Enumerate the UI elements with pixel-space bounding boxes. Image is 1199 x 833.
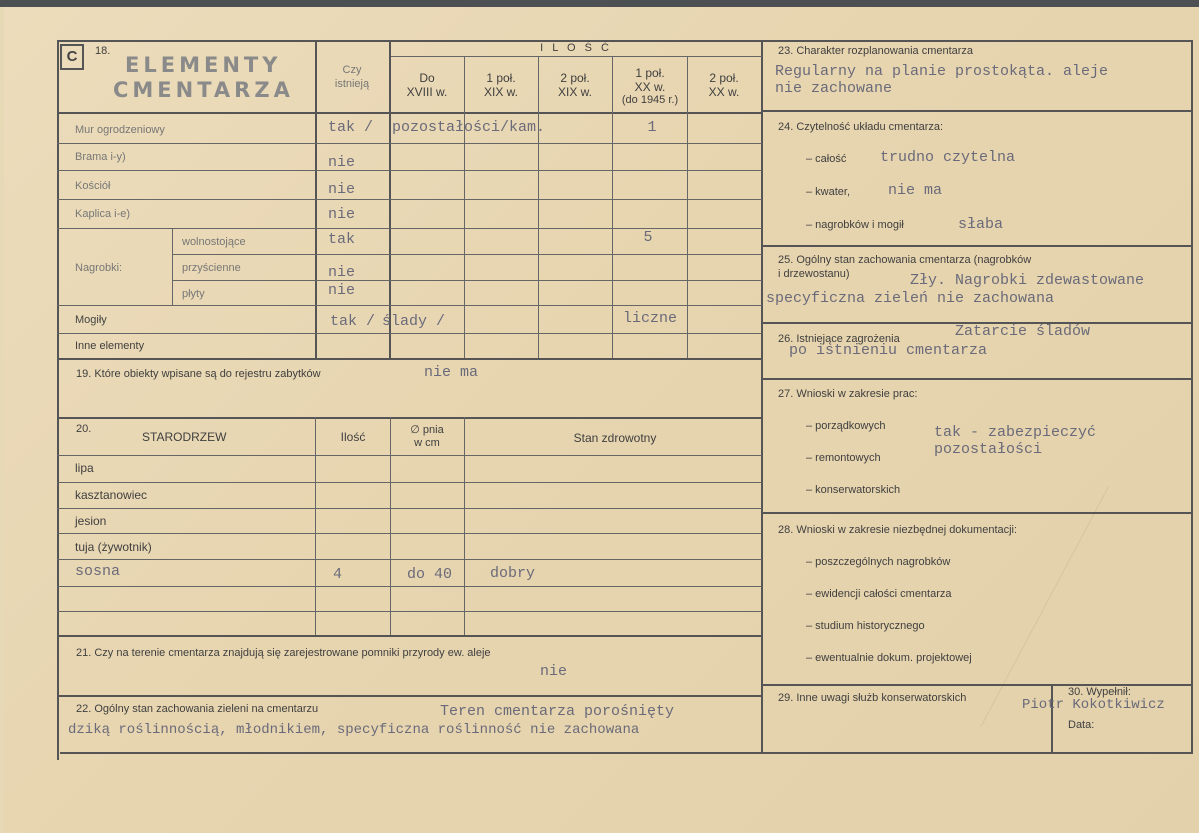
col-2pol-xix-line2: XIX w. <box>557 85 593 99</box>
starodrzew-diam-header-line1: ∅ pnia <box>410 424 444 436</box>
section-24-calosc-label: – całość <box>806 153 847 165</box>
row-wolnostojace-exists: tak <box>328 231 356 248</box>
tree-jesion: jesion <box>75 514 107 528</box>
col-2pol-xix-line1: 2 poł. <box>560 71 590 85</box>
section-26-answer-line2: po istnieniu cmentarza <box>789 342 988 359</box>
col-exists-line2: istnieją <box>334 78 370 90</box>
section-24-kwater-label: – kwater, <box>806 186 851 198</box>
section-30-label: 30. Wypełnił: <box>1068 686 1131 698</box>
section-19-label: 19. Które obiekty wpisane są do rejestru zabytków <box>76 368 321 380</box>
section-18-number: 18. <box>95 45 111 57</box>
row-przyscienne-exists: nie <box>328 264 356 281</box>
row-plyty-exists: nie <box>328 282 356 299</box>
section-22-label: 22. Ogólny stan zachowania zieleni na cmentarzu <box>76 703 319 715</box>
col-1pol-xix-line2: XIX w. <box>483 85 519 99</box>
section-30-name: Piotr Kokotkiwicz <box>1022 697 1165 713</box>
row-nagrobki-label: Nagrobki: <box>75 262 123 274</box>
section-27-konserwatorskich: – konserwatorskich <box>806 484 901 496</box>
row-kaplica-label: Kaplica i-e) <box>75 208 131 220</box>
section-29-label: 29. Inne uwagi służb konserwatorskich <box>778 692 967 704</box>
section-21-answer: nie <box>540 663 568 680</box>
row-brama-label: Brama i-y) <box>75 151 126 163</box>
section-18-title-line1: ELEMENTY <box>125 53 282 77</box>
section-27-remontowych: – remontowych <box>806 452 881 464</box>
section-25-answer-line1: Zły. Nagrobki zdewastowane <box>910 272 1145 289</box>
section-19-answer: nie ma <box>424 364 479 381</box>
row-mogily-exists: tak / <box>330 313 376 330</box>
col-do-xviii-line1: Do <box>419 71 435 85</box>
tree-sosna-diam: do 40 <box>407 566 453 583</box>
col-1pol-xx-line1: 1 poł. <box>635 66 665 80</box>
row-kosciol-label: Kościół <box>75 180 111 192</box>
row-mur-exists: tak / <box>328 119 374 136</box>
row-inne-label: Inne elementy <box>75 340 145 352</box>
section-22-answer-line1: Teren cmentarza porośnięty <box>440 703 675 720</box>
col-1pol-xix-line1: 1 poł. <box>486 71 516 85</box>
section-28-projektowej: – ewentualnie dokum. projektowej <box>806 652 972 664</box>
section-28-label: 28. Wnioski w zakresie niezbędnej dokumentacji: <box>778 524 1018 536</box>
starodrzew-diam-header-line2: w cm <box>414 437 440 449</box>
row-plyty-label: płyty <box>182 288 205 300</box>
section-28-nagrobkow: – poszczególnych nagrobków <box>806 556 951 568</box>
row-mur-label: Mur ogrodzeniowy <box>75 124 165 136</box>
section-18-title-line2: CMENTARZA <box>113 78 294 102</box>
col-2pol-xx-line2: XX w. <box>708 85 740 99</box>
section-20-number: 20. <box>76 423 92 435</box>
section-23-label: 23. Charakter rozplanowania cmentarza <box>778 45 974 57</box>
col-1pol-xx-line3: (do 1945 r.) <box>621 94 679 106</box>
row-kosciol-exists: nie <box>328 181 356 198</box>
tree-sosna-health: dobry <box>490 565 536 582</box>
starodrzew-count-header: Ilość <box>340 430 366 444</box>
row-mogily-xx1: liczne <box>622 310 678 327</box>
row-mur-xx1: 1 <box>647 119 657 136</box>
section-23-answer-line2: nie zachowane <box>775 80 893 97</box>
section-28-studium: – studium historycznego <box>806 620 925 632</box>
tree-kasztanowiec: kasztanowiec <box>75 488 148 502</box>
section-24-label: 24. Czytelność układu cmentarza: <box>778 121 944 133</box>
section-22-answer-line2: dziką roślinnością, młodnikiem, specyficzna roślinność nie zachowana <box>68 722 640 738</box>
tree-tuja: tuja (żywotnik) <box>75 540 152 554</box>
section-27-label: 27. Wnioski w zakresie prac: <box>778 388 918 400</box>
section-28-ewidencji: – ewidencji całości cmentarza <box>806 588 952 600</box>
row-mur-note: pozostałości/kam. <box>392 119 546 136</box>
section-25-label-line2: i drzewostanu) <box>778 268 850 280</box>
row-wolnostojace-xx1: 5 <box>643 229 653 246</box>
section-24-nagrobkow-label: – nagrobków i mogił <box>806 219 904 231</box>
section-25-answer-line2: specyficzna zieleń nie zachowana <box>766 290 1055 307</box>
row-brama-exists: nie <box>328 154 356 171</box>
section-24-nagrobkow-answer: słaba <box>958 216 1004 233</box>
row-mogily-note: ślady / <box>382 313 446 330</box>
form-code-box: C <box>60 44 84 70</box>
section-27-answer-line1: tak - zabezpieczyć <box>934 424 1097 441</box>
ilosc-header: I L O Ś Ć <box>540 42 612 54</box>
section-21-label: 21. Czy na terenie cmentarza znajdują się zarejestrowane pomniki przyrody ew. aleje <box>76 647 491 659</box>
section-30-date-label: Data: <box>1068 719 1095 731</box>
scan-top-edge <box>0 0 1199 7</box>
section-27-porzadkowych: – porządkowych <box>806 420 886 432</box>
row-przyscienne-label: przyścienne <box>182 262 241 274</box>
section-24-calosc-answer: trudno czytelna <box>880 149 1016 166</box>
tree-sosna: sosna <box>75 563 121 580</box>
col-1pol-xx-line2: XX w. <box>634 80 666 94</box>
section-25-label-line1: 25. Ogólny stan zachowania cmentarza (nagrobków <box>778 254 1032 266</box>
section-24-kwater-answer: nie ma <box>888 182 943 199</box>
section-26-label: 26. Istniejące zagrożenia <box>778 333 900 345</box>
starodrzew-health-header: Stan zdrowotny <box>573 431 657 445</box>
starodrzew-header: STARODRZEW <box>142 430 227 444</box>
section-23-answer-line1: Regularny na planie prostokąta. aleje <box>775 63 1109 80</box>
row-kaplica-exists: nie <box>328 206 356 223</box>
row-mogily-label: Mogiły <box>75 314 107 326</box>
col-exists-line1: Czy <box>342 64 362 76</box>
section-27-answer-line2: pozostałości <box>934 441 1043 458</box>
row-wolnostojace-label: wolnostojące <box>182 236 246 248</box>
section-26-answer-line1: Zatarcie śladów <box>955 323 1091 340</box>
col-2pol-xx-line1: 2 poł. <box>709 71 739 85</box>
tree-lipa: lipa <box>75 461 94 475</box>
col-do-xviii-line2: XVIII w. <box>406 85 448 99</box>
tree-sosna-count: 4 <box>333 566 343 583</box>
